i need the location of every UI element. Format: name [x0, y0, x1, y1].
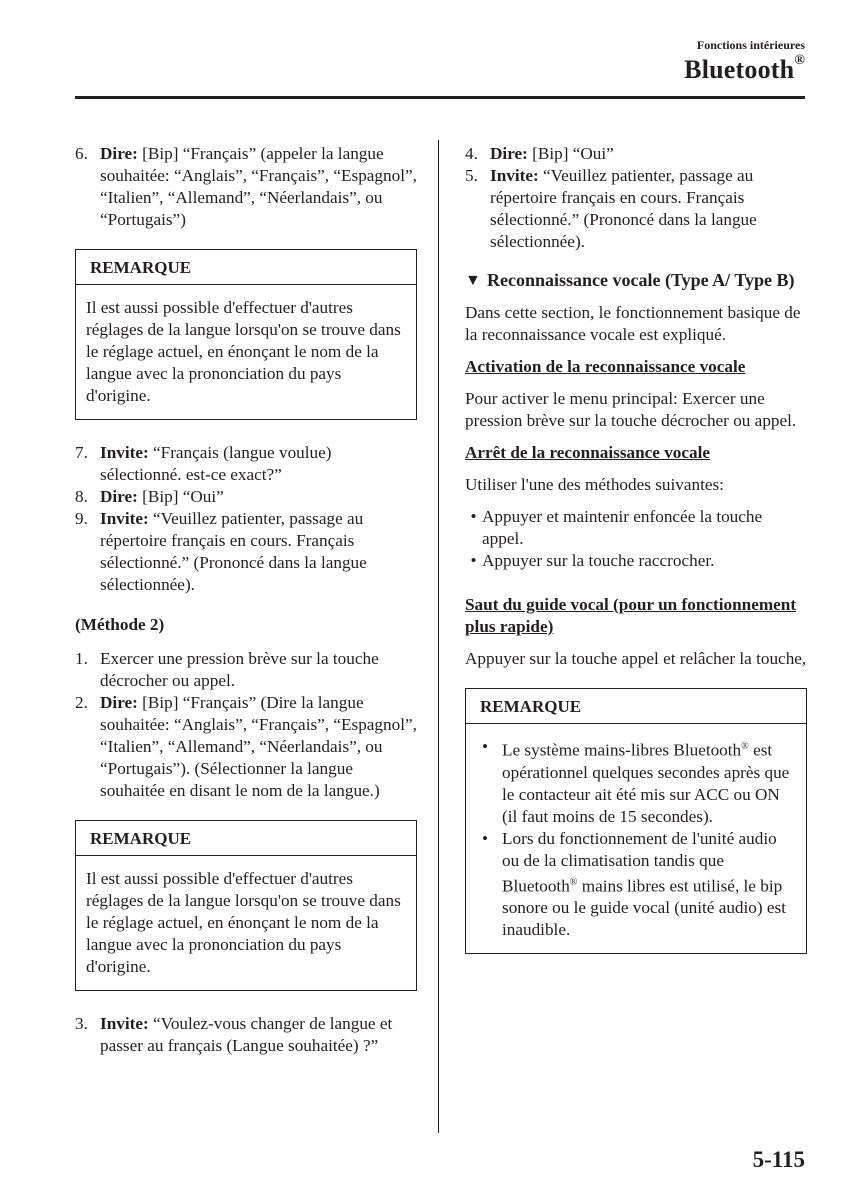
method-2-heading: (Méthode 2) [75, 615, 165, 634]
note-title: REMARQUE [76, 821, 416, 856]
step-label: Dire: [100, 144, 138, 163]
page-title [684, 55, 805, 85]
step-text: “Veuillez patienter, passage au répertoire français en cours. Français sélectionné.” (Prononcé dans la langue sélectionnée). [100, 509, 367, 594]
stop-heading: Arrêt de la reconnaissance vocale [465, 443, 711, 462]
step-text: [Bip] “Français” (Dire la langue souhaitée: “Anglais”, “Français”, “Espagnol”, “Italien”, “Allemand”, “Néerlandais”, ou “Portugais”). (Sélectionner la langue souhaitée en disant le nom de la langue.) [100, 693, 417, 800]
left-column [75, 143, 417, 1057]
step-text: “Français (langue voulue) sélectionné. est-ce exact?” [100, 443, 332, 484]
section-heading [465, 269, 807, 292]
page-title-text: Bluetooth [684, 55, 795, 84]
stop-bullet-list [465, 506, 807, 572]
step-8 [75, 486, 417, 508]
step-label: Invite: [100, 443, 149, 462]
stop-text: Utiliser l'une des méthodes suivantes: [465, 475, 724, 494]
column-divider [438, 140, 439, 1133]
note-title: REMARQUE [76, 250, 416, 285]
note-box [75, 249, 417, 420]
step-7 [75, 442, 417, 486]
step-label: Dire: [490, 144, 528, 163]
note-text: mains libres est utilisé, le bip sonore ou le guide vocal (unité audio) est inaudible. [502, 876, 786, 940]
step-label: Invite: [490, 166, 539, 185]
step-number: 9. [75, 509, 88, 528]
note-text: Il est aussi possible d'effectuer d'autres réglages de la langue lorsqu'on se trouve dans le réglage actuel, en énonçant le nom de la langue avec la prononciation du pays d'origine. [86, 298, 401, 405]
right-column [465, 143, 807, 976]
method-step-2 [75, 692, 417, 802]
activation-text: Pour activer le menu principal: Exercer une pression brève sur la touche décrocher ou appel. [465, 389, 797, 430]
list-item [465, 506, 807, 550]
step-number: 3. [75, 1014, 88, 1033]
bullet-icon: • [470, 507, 477, 526]
list-item [476, 736, 796, 828]
note-box [465, 688, 807, 954]
note-text: Il est aussi possible d'effectuer d'autres réglages de la langue lorsqu'on se trouve dans le réglage actuel, en énonçant le nom de la langue avec la prononciation du pays d'origine. [86, 869, 401, 976]
step-text: [Bip] “Oui” [527, 144, 614, 163]
bullet-icon: • [470, 551, 477, 570]
registered-mark: ® [794, 53, 805, 68]
triangle-down-icon: ▼ [465, 272, 481, 289]
note-body [466, 724, 806, 953]
method-step-1 [75, 648, 417, 692]
step-label: Invite: [100, 1014, 149, 1033]
skip-heading: Saut du guide vocal (pour un fonctionnement plus rapide) [465, 595, 797, 636]
registered-mark: ® [741, 741, 749, 752]
step-label: Dire: [100, 487, 138, 506]
registered-mark: ® [569, 876, 578, 888]
step-text: [Bip] “Français” (appeler la langue souhaitée: “Anglais”, “Français”, “Espagnol”, “Italien”, “Allemand”, “Néerlandais”, ou “Portugais”) [100, 144, 417, 229]
step-text: Exercer une pression brève sur la touche décrocher ou appel. [100, 649, 379, 690]
header-rule [75, 96, 805, 99]
list-item-text: Appuyer et maintenir enfoncée la touche appel. [482, 507, 763, 548]
step-text: “Voulez-vous changer de langue et passer au français (Langue souhaitée) ?” [100, 1014, 393, 1055]
step-number: 7. [75, 443, 88, 462]
step-5 [465, 165, 807, 253]
list-item-text: Appuyer sur la touche raccrocher. [482, 551, 715, 570]
step-number: 1. [75, 649, 88, 668]
list-item [465, 550, 807, 572]
method-step-3 [75, 1013, 417, 1057]
step-number: 6. [75, 144, 88, 163]
bullet-icon: • [482, 737, 489, 756]
section-intro: Dans cette section, le fonctionnement basique de la reconnaissance vocale est expliqué. [465, 303, 801, 344]
skip-text: Appuyer sur la touche appel et relâcher la touche, [465, 649, 807, 668]
section-heading-text: Reconnaissance vocale (Type A/ Type B) [487, 270, 795, 290]
step-number: 8. [75, 487, 88, 506]
bullet-icon: • [482, 828, 489, 848]
step-number: 5. [465, 166, 478, 185]
activation-heading: Activation de la reconnaissance vocale [465, 357, 746, 376]
step-label: Invite: [100, 509, 149, 528]
list-item [476, 828, 796, 942]
step-number: 2. [75, 693, 88, 712]
step-label: Dire: [100, 693, 138, 712]
note-title: REMARQUE [466, 689, 806, 724]
note-text: est opérationnel quelques secondes après que le contacteur ait été mis sur ACC ou ON (il faut moins de 15 secondes). [502, 740, 790, 826]
step-4 [465, 143, 807, 165]
note-text: Le système mains-libres Bluetooth [502, 740, 742, 760]
note-box [75, 820, 417, 991]
page-number: 5-115 [752, 1147, 805, 1172]
header-section-label: Fonctions intérieures [696, 38, 805, 52]
step-9 [75, 508, 417, 596]
step-number: 4. [465, 144, 478, 163]
note-text: Lors du fonctionnement de l'unité audio ou de la climatisation tandis que Bluetooth [502, 828, 777, 896]
step-6 [75, 143, 417, 231]
step-text: [Bip] “Oui” [137, 487, 224, 506]
step-text: “Veuillez patienter, passage au répertoire français en cours. Français sélectionné.” (Prononcé dans la langue sélectionnée). [490, 166, 757, 251]
